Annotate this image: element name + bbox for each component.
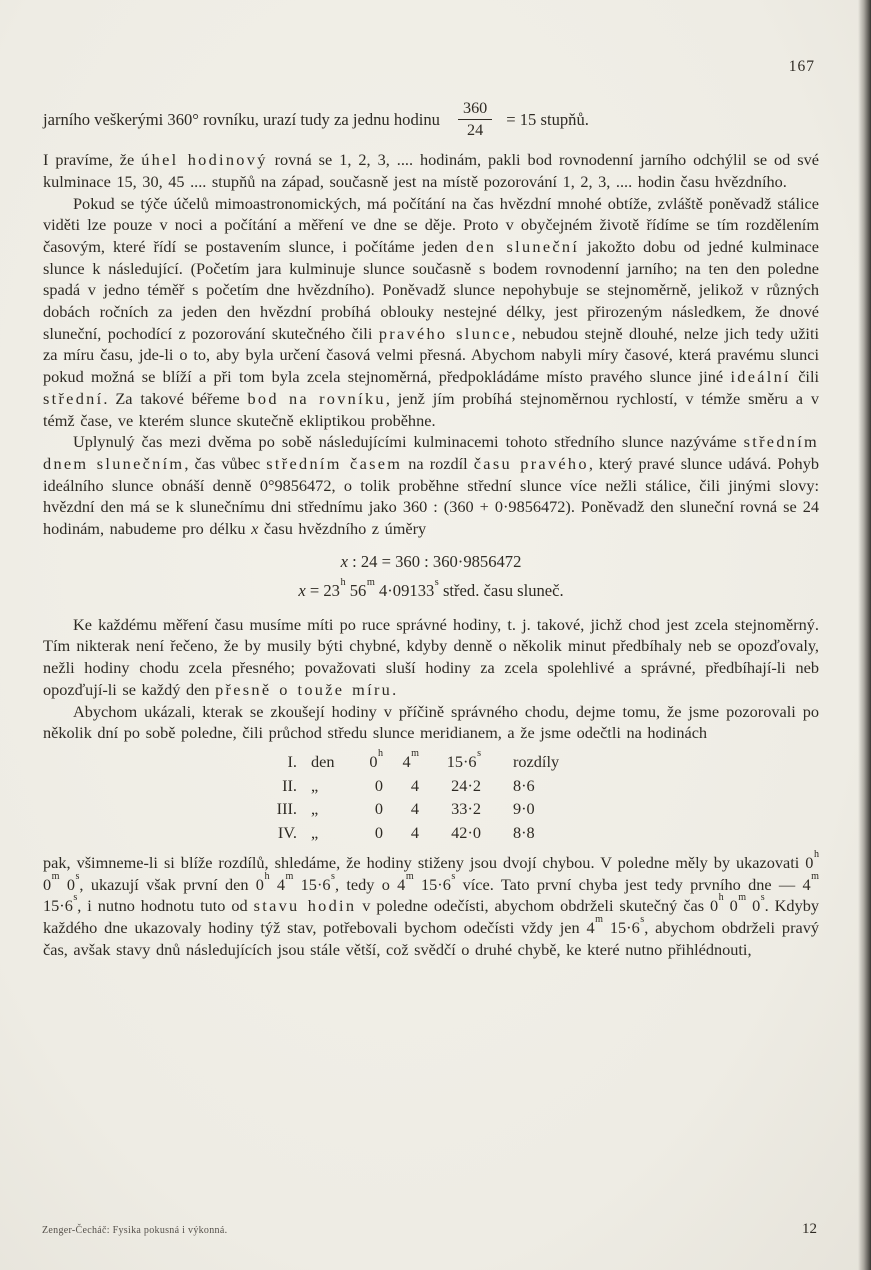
- superscript-unit: m: [405, 870, 414, 882]
- opening-line: [43, 98, 819, 141]
- observation-row: [261, 797, 601, 821]
- emphasized-text-run: času pravého: [473, 453, 589, 473]
- cell-hours: 0: [374, 775, 383, 795]
- cell-day: „: [311, 822, 319, 842]
- cell-difference: 8·6: [513, 775, 535, 795]
- cell-difference: 9·0: [513, 799, 535, 818]
- cell-seconds: 33·2: [451, 799, 481, 818]
- cell-numeral: II.: [282, 775, 297, 795]
- text-run: pak, všimneme-li si blíže rozdílů, shledáme, že hodiny stiženy jsou dvojí chybou. V poledne měly by ukazovati 0$^h$ 0$^m$ 0$^s$, ukazují však první den 0$^h$ 4$^m$ $15\cdot 6^s$, tedy o 4$^m$ $15\cdot 6^s$ více. Tato první chyba jest tedy prvního dne — 4$^m$ $15\cdot 6^s$, i nutno hodnotu tuto od: [43, 849, 820, 916]
- text-run: . Za takové béřeme: [103, 388, 248, 408]
- emphasized-text-run: středním dnem slunečním: [43, 432, 819, 473]
- emphasized-text-run: den sluneční: [465, 236, 580, 256]
- cell-seconds: $15\cdot 6^s$: [446, 748, 481, 771]
- text-run: .: [392, 679, 397, 699]
- footer-imprint: Zenger-Čecháč: Fysika pokusná i výkonná.: [42, 1225, 228, 1236]
- fraction: [454, 98, 496, 141]
- superscript-unit: m: [811, 870, 820, 882]
- observation-row: [261, 821, 601, 845]
- superscript-unit: s: [73, 892, 78, 904]
- emphasized-text-run: pravého slunce: [378, 323, 512, 343]
- cell-seconds: 42·0: [451, 822, 481, 842]
- superscript-unit: m: [285, 870, 294, 882]
- text-run: Abychom ukázali, kterak se zkoušejí hodiny v příčině správného chodu, dejme tomu, že jsme pozorovali po několik dní po sobě poledne, čili průchod středu slunce meridianem, a že jsme odečtli na hodinách: [43, 701, 819, 743]
- cell-seconds: 24·2: [451, 775, 481, 795]
- superscript-unit: s: [760, 892, 765, 904]
- paragraph: [43, 701, 819, 744]
- cell-numeral: IV.: [277, 822, 297, 842]
- emphasized-text-run: stavu hodin: [253, 896, 357, 916]
- superscript-unit: h: [813, 849, 819, 861]
- superscript-unit: h: [377, 748, 383, 760]
- text-run: Uplynulý čas mezi dvěma po sobě následujícími kulminacemi tohoto středního slunce nazýváme: [73, 432, 744, 452]
- superscript-unit: s: [75, 870, 80, 882]
- superscript-unit: s: [477, 748, 481, 760]
- page-footer: [42, 1221, 817, 1238]
- text-run: jakožto dobu od jedné kulminace slunce k následující. (Početím jara kulminuje slunce současně s bodem rovnodenní jarního; na ten den poledne spadá v jedno téměř s početím dne hvězdního). Poněvadž slunce nepohybuje se stejnoměrně, jelikož v různých dobách ročních za jeden den hvězdní probíhá oblouky nestejné délky, jest přirozeným následkem, že dnové sluneční, pochodící z pozorování skutečného čili: [43, 236, 820, 343]
- cell-hours: 0$^h$: [369, 748, 383, 771]
- equations: [43, 547, 819, 605]
- equation: x : 24 = 360 : 360·9856472: [340, 551, 522, 571]
- superscript-unit: m: [366, 576, 375, 588]
- observation-table: [261, 750, 601, 844]
- emphasized-text-run: bod na rovníku: [247, 388, 386, 408]
- superscript-unit: s: [331, 870, 335, 882]
- opening-text: jarního veškerými 360° rovníku, urazí tudy za jednu hodinu: [43, 109, 440, 129]
- page-number: 167: [788, 58, 815, 75]
- emphasized-text-run: úhel hodinový: [141, 150, 268, 170]
- superscript-unit: s: [451, 870, 456, 882]
- cell-numeral: I.: [287, 752, 297, 771]
- italic-variable: x: [298, 580, 306, 600]
- superscript-unit: m: [738, 892, 747, 904]
- text-run: čili: [790, 367, 819, 387]
- body-block-1: [43, 149, 819, 540]
- emphasized-text-run: přesně o touže míru: [215, 679, 393, 699]
- paragraph: [43, 849, 820, 961]
- text-run: , jenž jím probíhá stejnoměrnou rychlostí, v témže směru a v témž čase, ve kterém slunce skutečně ekliptikou proběhne.: [43, 388, 820, 430]
- paragraph: [43, 614, 819, 701]
- cell-minutes: 4: [410, 822, 419, 842]
- opening-result: = 15 stupňů.: [506, 109, 589, 129]
- cell-day: „: [311, 775, 319, 795]
- text-run: , čas vůbec: [184, 453, 267, 473]
- superscript-unit: m: [51, 870, 60, 882]
- paragraph: [43, 431, 819, 540]
- cell-difference: rozdíly: [513, 752, 560, 771]
- text-run: rovná se 1, 2, 3, .... hodinám, pakli bod rovnodenní jarního odchýlil se od své kulminace 15, 30, 45 .... stupňů na západ, současně jest na místě pozorování 1, 2, 3, .... hodin času hvězdního.: [43, 150, 820, 191]
- emphasized-text-run: středním časem: [266, 453, 403, 473]
- cell-day: „: [311, 799, 319, 818]
- paragraph: [43, 193, 819, 432]
- superscript-unit: s: [640, 914, 645, 926]
- text-run: , nebudou stejně dlouhé, nelze jich tedy užiti za míru času, jde-li o to, aby byla určení časová velmi přesná. Abychom nabyli míry časové, která pravému slunci pokud možná se blíží a při tom byla zcela stejnoměrná, předpokládáme místo pravého slunce jiné: [43, 323, 819, 387]
- text-run: Pokud se týče účelů mimoastronomických, má počítání na čas hvězdní mnohé obtíže, zvláště poněvadž stálice viděti lze pouze v noci a počítání a měření ve dne se děje. Proto v obyčejném životě řídíme se tím rozdělením časovým, které řídí se postavením slunce, i počítáme jeden: [43, 193, 819, 256]
- superscript-unit: h: [264, 870, 270, 882]
- paragraph: [43, 149, 819, 192]
- superscript-unit: h: [718, 892, 724, 904]
- equation: $x = 23^h$ 56$^m$ $4\cdot 09133^s$ střed. času sluneč.: [298, 576, 564, 600]
- body-block-3: [43, 849, 820, 961]
- superscript-unit: m: [595, 914, 604, 926]
- cell-minutes: 4: [410, 799, 419, 818]
- fraction-numerator: 360: [462, 99, 488, 117]
- observation-row: [261, 750, 601, 774]
- cell-difference: 8·8: [513, 822, 535, 842]
- emphasized-text-run: střední: [43, 388, 104, 408]
- cell-minutes: 4$^m$: [402, 748, 419, 771]
- cell-hours: 0: [374, 822, 383, 842]
- text-run: na rozdíl: [402, 453, 474, 473]
- superscript-unit: m: [411, 748, 419, 760]
- cell-hours: 0: [374, 799, 383, 818]
- text-run: , který pravé slunce udává. Pohyb ideálního slunce obnáší denně 0°9856472, o tolik proběhne střední slunce více nežli stálice, čili jinými slovy: hvězdní den má se k slunečnímu dni střednímu jako 360 : (360 + 0·9856472). Poněvadž den sluneční rovná se 24 hodinám, nabudeme pro délku x času hvězdního z úměry: [43, 453, 819, 539]
- superscript-unit: h: [340, 576, 346, 588]
- fraction-denominator: 24: [458, 119, 492, 141]
- page-content: [43, 98, 819, 961]
- text-run: v poledne odečísti, abychom obdrželi skutečný čas 0$^h$ 0$^m$ 0$^s$. Kdyby každého dne ukazovaly hodiny týž stav, potřebovali bychom odečísti vždy jen 4$^m$ $15\cdot 6^s$, abychom obdrželi pravý čas, avšak stavy dnů následujících jsou stále větší, což svědčí o druhé chybě, ke které nutno přihlédnouti,: [43, 892, 819, 959]
- observation-row: [261, 774, 601, 798]
- italic-variable: x: [251, 519, 259, 539]
- cell-day: den: [311, 752, 335, 771]
- superscript-unit: s: [434, 576, 439, 588]
- italic-variable: x: [340, 551, 348, 571]
- emphasized-text-run: ideální: [730, 367, 791, 387]
- text-run: Ke každému měření času musíme míti po ruce správné hodiny, t. j. takové, jichž chod jest zcela stejnoměrný. Tím nikterak není řečeno, že by musily býti chybné, kdyby denně o několik minut předbíhaly neb se opozďovaly, nežli hodiny chodu zcela přesného; považovati sluší hodiny za zcela spolehlivé a správné, předbíhají-li neb opozďují-li se každý den: [43, 614, 819, 699]
- cell-numeral: III.: [276, 799, 297, 818]
- cell-minutes: 4: [410, 775, 419, 795]
- text-run: I pravíme, že: [43, 150, 142, 170]
- scan-edge-shadow: [858, 0, 871, 1270]
- signature-number: 12: [802, 1221, 817, 1237]
- body-block-2: [43, 614, 819, 744]
